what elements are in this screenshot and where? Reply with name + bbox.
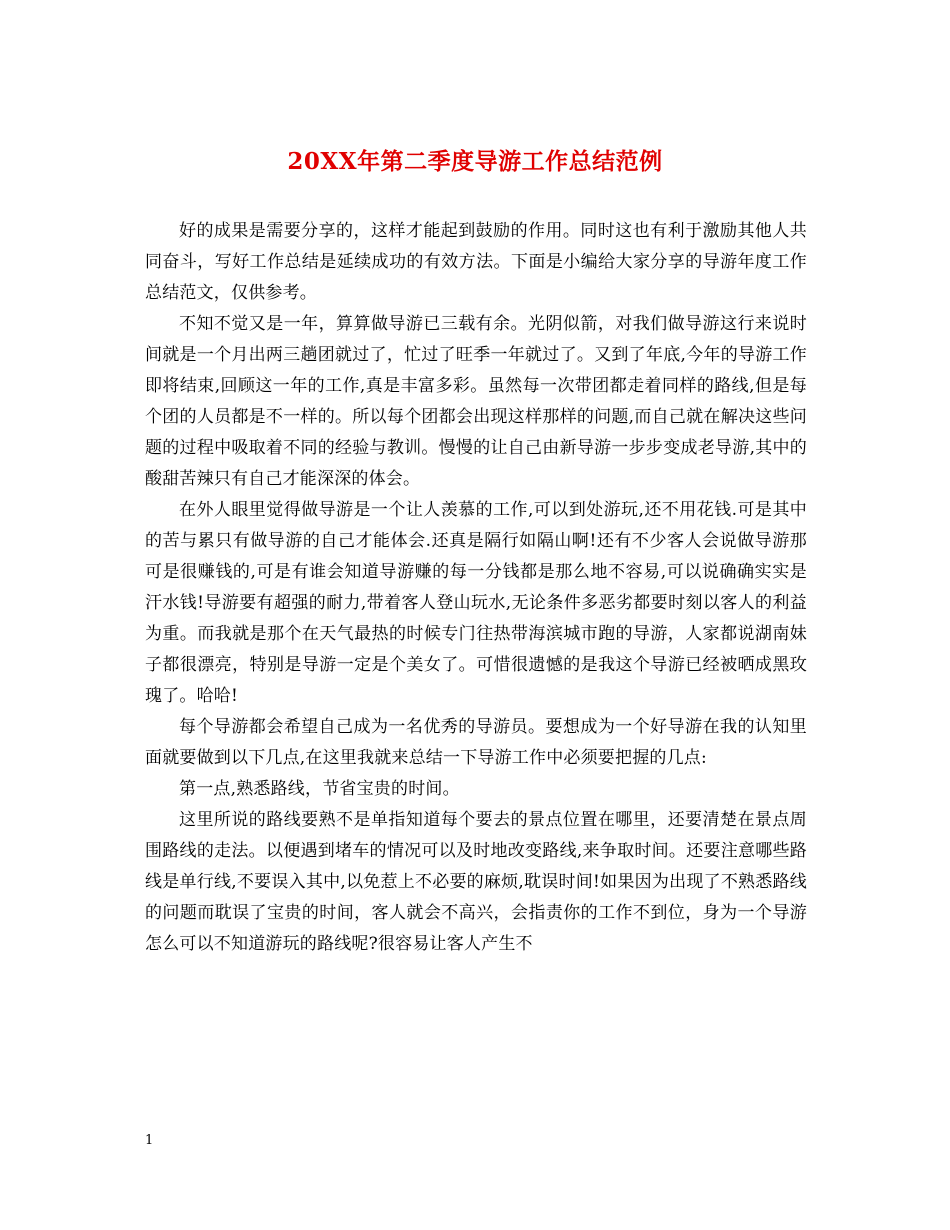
paragraph-point-one: 第一点,熟悉路线，节省宝贵的时间。 [179,779,460,799]
paragraph-intro: 好的成果是需要分享的，这样才能起到鼓励的作用。同时这也有利于激励其他人共同奋斗，写好工作总结是延续成功的有效方法。下面是小编给大家分享的导游年度工作总结范文，仅供参考。 [145,221,807,303]
page-number: 1 [145,1133,154,1148]
paragraph-route-detail: 这里所说的路线要熟不是单指知道每个要去的景点位置在哪里，还要清楚在景点周围路线的走法。以便遇到堵车的情况可以及时地改变路线,来争取时间。还要注意哪些路线是单行线,不要误入其中,以免惹上不必要的麻烦,耽误时间!如果因为出现了不熟悉路线的问题而耽误了宝贵的时间，客人就会不高兴，会指责你的工作不到位，身为一个导游怎么可以不知道游玩的路线呢?很容易让客人产生不 [145,810,807,954]
document-body [145,216,807,960]
paragraph-reflection: 不知不觉又是一年，算算做导游已三载有余。光阴似箭，对我们做导游这行来说时间就是一个月出两三趟团就过了，忙过了旺季一年就过了。又到了年底,今年的导游工作即将结束,回顾这一年的工作,真是丰富多彩。虽然每一次带团都走着同样的路线,但是每个团的人员都是不一样的。所以每个团都会出现这样那样的问题,而自己就在解决这些问题的过程中吸取着不同的经验与教训。慢慢的让自己由新导游一步步变成老导游,其中的酸甜苦辣只有自己才能深深的体会。 [145,314,807,489]
paragraph-hardship: 在外人眼里觉得做导游是一个让人羡慕的工作,可以到处游玩,还不用花钱.可是其中的苦与累只有做导游的自己才能体会.还真是隔行如隔山啊!还有不少客人会说做导游那可是很赚钱的,可是有谁会知道导游赚的每一分钱都是那么地不容易,可以说确确实实是汗水钱!导游要有超强的耐力,带着客人登山玩水,无论条件多恶劣都要时刻以客人的利益为重。而我就是那个在天气最热的时候专门往热带海滨城市跑的导游，人家都说湖南妹子都很漂亮，特别是导游一定是个美女了。可惜很遗憾的是我这个导游已经被晒成黑玫瑰了。哈哈! [145,500,807,706]
paragraph-goals: 每个导游都会希望自己成为一名优秀的导游员。要想成为一个好导游在我的认知里面就要做到以下几点,在这里我就来总结一下导游工作中必须要把握的几点: [145,717,807,768]
document-title: 20XX年第二季度导游工作总结范例 [287,148,663,175]
